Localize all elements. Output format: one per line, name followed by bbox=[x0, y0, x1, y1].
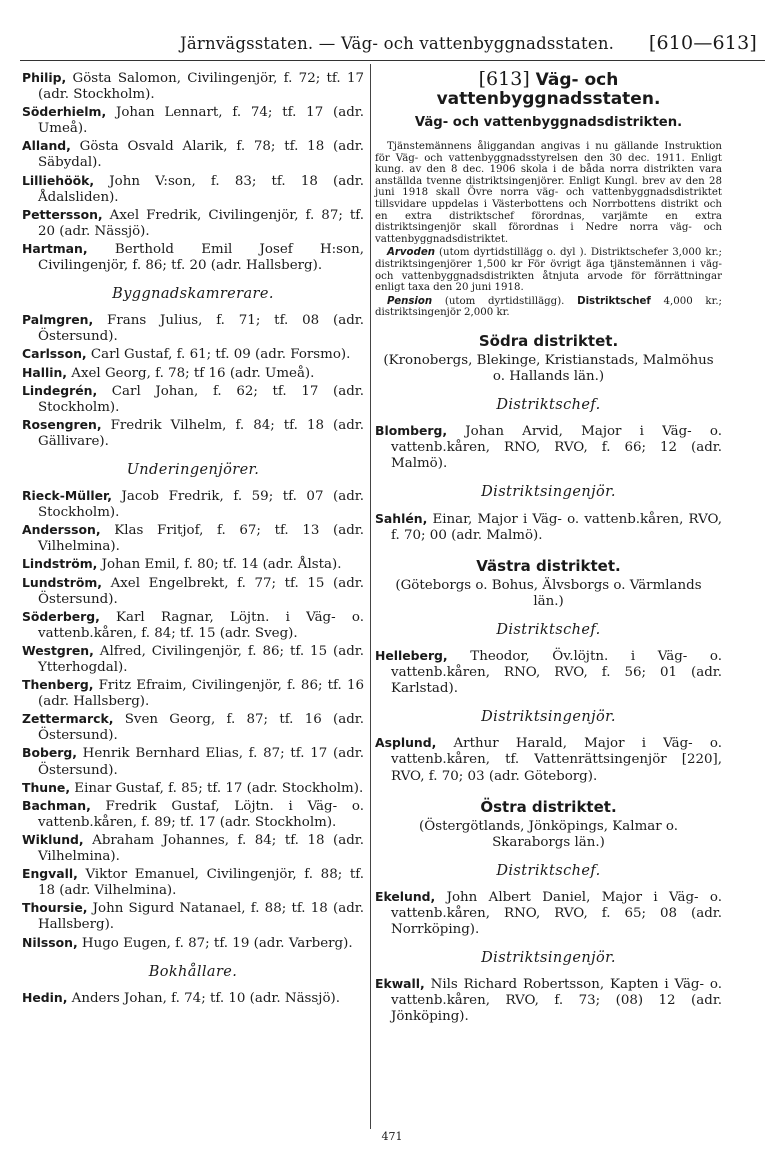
entry-name: Söderhielm, bbox=[22, 104, 107, 120]
entry-name: Andersson, bbox=[22, 522, 101, 538]
list-item bbox=[22, 832, 364, 865]
entry-name: Pettersson, bbox=[22, 206, 103, 222]
entry-text: John V:son, f. 83; tf. 18 (adr. Ådalsliden). bbox=[38, 173, 364, 205]
entry-text: Viktor Emanuel, Civilingenjör, f. 88; tf. 18 (adr. Vilhelmina). bbox=[38, 867, 364, 899]
entry-text: Einar, Major i Väg- o. vattenb.kåren, RVO, f. 70; 00 (adr. Malmö). bbox=[391, 511, 722, 543]
right-column bbox=[375, 70, 722, 1026]
running-head bbox=[20, 30, 765, 60]
column-divider bbox=[370, 64, 371, 1129]
list-item bbox=[22, 575, 364, 608]
entry-text: Karl Ragnar, Löjtn. i Väg- o. vattenb.kåren, f. 84; tf. 15 (adr. Sveg). bbox=[38, 609, 364, 641]
entry-text: Hugo Eugen, f. 87; tf. 19 (adr. Varberg). bbox=[77, 935, 353, 951]
entry-text: Henrik Bernhard Elias, f. 87; tf. 17 (adr. Östersund). bbox=[38, 746, 364, 778]
pension-rest: 4,000 kr.; distriktsingenjör 2,000 kr. bbox=[375, 295, 722, 319]
list-item bbox=[22, 677, 364, 710]
list-item bbox=[22, 383, 364, 416]
list-item bbox=[22, 312, 364, 345]
list-item bbox=[22, 207, 364, 240]
list-item bbox=[22, 417, 364, 450]
entry-name: Blomberg, bbox=[375, 423, 448, 439]
entry-ostra-ing bbox=[375, 976, 722, 1025]
entry-text: Fritz Efraim, Civilingenjör, f. 86; tf. 16 (adr. Hallsberg). bbox=[38, 678, 364, 710]
entry-text: Arthur Harald, Major i Väg- o. vattenb.kåren, tf. Vattenrättsingenjör [220], RVO, f. 70; 03 (adr. Göteborg). bbox=[391, 736, 722, 784]
list-item bbox=[22, 866, 364, 899]
pension-text: (utom dyrtidstillägg). bbox=[432, 295, 578, 307]
list-item bbox=[22, 346, 364, 363]
list-item bbox=[22, 522, 364, 555]
entry-name: Thenberg, bbox=[22, 677, 94, 693]
entry-name: Thune, bbox=[22, 779, 71, 795]
entry-name: Rosengren, bbox=[22, 416, 102, 432]
pension-bold: Distriktschef bbox=[577, 295, 651, 307]
arvoden-label: Arvoden bbox=[387, 247, 436, 259]
entry-name: Hallin, bbox=[22, 364, 68, 380]
entry-text: Carl Gustaf, f. 61; tf. 09 (adr. Forsmo). bbox=[86, 347, 351, 363]
district-title-ostra: Östra distriktet. bbox=[480, 797, 617, 816]
entry-ostra-chef bbox=[375, 889, 722, 938]
entry-name: Wiklund, bbox=[22, 831, 84, 847]
list-item bbox=[22, 711, 364, 744]
arvoden-text: (utom dyrtidstillägg o. dyl ). Distriktschefer 3,000 kr.; distriktsingenjörer 1,500 kr För övrigt äga tjänstemännen i väg- och vattenbyggnadsdistrikten åtnjuta arvode för förrättningar enligt taxa den 20 juni 1918. bbox=[375, 247, 722, 294]
entry-name: Engvall, bbox=[22, 866, 78, 882]
running-head-page-range: [610—613] bbox=[648, 32, 757, 54]
heading-ing-vastra: Distriktsingenjör. bbox=[481, 709, 616, 726]
entry-name: Palmgren, bbox=[22, 312, 94, 328]
heading-underingenjorer: Underingenjörer. bbox=[126, 461, 260, 478]
entry-name: Lindegrén, bbox=[22, 382, 98, 398]
entry-name: Philip, bbox=[22, 70, 67, 85]
entry-name: Hartman, bbox=[22, 240, 88, 256]
heading-chef-vastra: Distriktschef. bbox=[496, 621, 601, 638]
list-item bbox=[22, 609, 364, 642]
entry-text: Theodor, Öv.löjtn. i Väg- o. vattenb.kåren, RNO, RVO, f. 56; 01 (adr. Karlstad). bbox=[391, 648, 722, 697]
entry-name: Ekelund, bbox=[375, 888, 436, 904]
pension-label: Pension bbox=[387, 295, 433, 307]
entry-sodra-chef bbox=[375, 423, 722, 472]
entry-name: Ekwall, bbox=[375, 976, 425, 992]
heading-ing-sodra: Distriktsingenjör. bbox=[481, 484, 616, 501]
district-title-vastra: Västra distriktet. bbox=[476, 556, 621, 575]
entry-text: Anders Johan, f. 74; tf. 10 (adr. Nässjö). bbox=[67, 990, 340, 1006]
entry-text: John Sigurd Natanael, f. 88; tf. 18 (adr. Hallsberg). bbox=[38, 901, 364, 933]
heading-byggnadskamrerare: Byggnadskamrerare. bbox=[112, 286, 274, 303]
district-title-sodra: Södra distriktet. bbox=[478, 332, 619, 350]
left-column bbox=[22, 70, 364, 1008]
list-item bbox=[22, 643, 364, 676]
heading-ing-ostra: Distriktsingenjör. bbox=[481, 950, 616, 967]
entry-name: Carlsson, bbox=[22, 346, 87, 362]
entry-text: Klas Fritjof, f. 67; tf. 13 (adr. Vilhelmina). bbox=[38, 523, 364, 555]
list-item bbox=[22, 745, 364, 778]
entry-name: Zettermarck, bbox=[22, 711, 114, 727]
entry-vastra-chef bbox=[375, 648, 722, 697]
entry-text: Axel Fredrik, Civilingenjör, f. 87; tf. 20 (adr. Nässjö). bbox=[38, 207, 364, 239]
entry-text: Johan Lennart, f. 74; tf. 17 (adr. Umeå). bbox=[38, 105, 364, 137]
entry-text: Johan Arvid, Major i Väg- o. vattenb.kåren, RNO, RVO, f. 66; 12 (adr. Malmö). bbox=[391, 424, 722, 472]
header-rule bbox=[20, 60, 765, 61]
entry-sodra-ing bbox=[375, 511, 722, 544]
entry-name: Alland, bbox=[22, 138, 71, 154]
entry-text: Axel Engelbrekt, f. 77; tf. 15 (adr. Östersund). bbox=[38, 575, 364, 607]
section-number: [613] bbox=[478, 68, 530, 90]
entry-text: Gösta Salomon, Civilingenjör, f. 72; tf. 17 (adr. Stockholm). bbox=[38, 71, 364, 103]
entry-text: Johan Emil, f. 80; tf. 14 (adr. Ålsta). bbox=[97, 557, 342, 573]
entry-text: Fredrik Vilhelm, f. 84; tf. 18 (adr. Gällivare). bbox=[38, 417, 364, 449]
entry-text: Alfred, Civilingenjör, f. 86; tf. 15 (adr. Ytterhogdal). bbox=[38, 643, 364, 675]
district-sub-vastra: (Göteborgs o. Bohus, Älvsborgs o. Värmlands län.) bbox=[395, 577, 702, 609]
section-title: Väg- och vattenbyggnadsstaten. bbox=[436, 70, 661, 109]
entry-text: John Albert Daniel, Major i Väg- o. vattenb.kåren, RNO, RVO, f. 65; 08 (adr. Norrköping). bbox=[391, 889, 722, 937]
list-item bbox=[22, 798, 364, 831]
entry-text: Abraham Johannes, f. 84; tf. 18 (adr. Vilhelmina). bbox=[38, 832, 364, 865]
list-item bbox=[22, 935, 364, 952]
heading-bokhallare: Bokhållare. bbox=[148, 963, 238, 980]
entry-name: Bachman, bbox=[22, 797, 91, 813]
list-item bbox=[22, 173, 364, 206]
entry-name: Westgren, bbox=[22, 642, 94, 658]
entry-text: Sven Georg, f. 87; tf. 16 (adr. Östersund). bbox=[38, 712, 364, 744]
entry-name: Lundström, bbox=[22, 574, 102, 590]
entry-text: Axel Georg, f. 78; tf 16 (adr. Umeå). bbox=[67, 365, 315, 381]
list-item bbox=[22, 104, 364, 137]
heading-chef-ostra: Distriktschef. bbox=[496, 862, 601, 879]
section-subtitle: Väg- och vattenbyggnadsdistrikten. bbox=[414, 115, 683, 130]
instruction-paragraph: Tjänstemännens åliggandan angivas i nu gällande Instruktion för Väg- och vattenbyggnadsstyrelsen den 30 dec. 1911. Enligt kung. av den 8 dec. 1906 skola i de båda norra distrikten vara anställda tvenne distriktsingenjörer. Enligt Kungl. brev av den 28 juni 1918 skall Övre norra väg- och vattenbyggnadsdistriktet tillsvidare uppdelas i Västerbottens och Norrbottens distrikt och en extra distriktschef förordnas, varjämte en extra distriktsingenjör skall förordnas i Nedre norra väg- och vattenbyggnadsdistriktet. bbox=[375, 141, 722, 245]
district-sub-sodra: (Kronobergs, Blekinge, Kristianstads, Malmöhus o. Hallands län.) bbox=[383, 353, 714, 385]
entry-name: Lindström, bbox=[22, 556, 98, 572]
section-title-block bbox=[375, 70, 722, 109]
list-item bbox=[22, 241, 364, 274]
pension-paragraph bbox=[375, 296, 722, 319]
entry-name: Sahlén, bbox=[375, 510, 428, 526]
entry-text: Gösta Osvald Alarik, f. 78; tf. 18 (adr. Säbydal). bbox=[38, 139, 364, 171]
entry-vastra-ing bbox=[375, 735, 722, 784]
entry-text: Carl Johan, f. 62; tf. 17 (adr. Stockholm). bbox=[38, 383, 364, 415]
entry-name: Asplund, bbox=[375, 735, 437, 751]
list-item bbox=[22, 488, 364, 521]
entry-name: Söderberg, bbox=[22, 608, 100, 624]
entry-name: Boberg, bbox=[22, 745, 77, 761]
page-number: 471 bbox=[381, 1130, 403, 1143]
entry-text: Frans Julius, f. 71; tf. 08 (adr. Östersund). bbox=[38, 313, 364, 345]
list-item bbox=[22, 780, 364, 797]
entry-name: Rieck-Müller, bbox=[22, 488, 112, 504]
district-sub-ostra: (Östergötlands, Jönköpings, Kalmar o. Skaraborgs län.) bbox=[419, 818, 678, 850]
list-item bbox=[22, 900, 364, 933]
entry-text: Fredrik Gustaf, Löjtn. i Väg- o. vattenb.kåren, f. 89; tf. 17 (adr. Stockholm). bbox=[38, 798, 364, 830]
list-item bbox=[22, 365, 364, 382]
entry-name: Nilsson, bbox=[22, 934, 78, 950]
entry-text: Einar Gustaf, f. 85; tf. 17 (adr. Stockholm). bbox=[70, 780, 364, 796]
entry-name: Lilliehöök, bbox=[22, 172, 95, 188]
list-item bbox=[22, 70, 364, 103]
entry-text: Jacob Fredrik, f. 59; tf. 07 (adr. Stockholm). bbox=[38, 489, 364, 521]
entry-name: Thoursie, bbox=[22, 900, 88, 916]
list-item bbox=[22, 990, 364, 1007]
entry-text: Nils Richard Robertsson, Kapten i Väg- o. vattenb.kåren, RVO, f. 73; (08) 12 (adr. Jönköping). bbox=[391, 977, 722, 1025]
entry-text: Berthold Emil Josef H:son, Civilingenjör, f. 86; tf. 20 (adr. Hallsberg). bbox=[38, 241, 364, 274]
running-head-title: Järnvägsstaten. — Väg- och vattenbyggnadsstaten. bbox=[180, 34, 615, 53]
entry-name: Hedin, bbox=[22, 989, 68, 1005]
entry-name: Helleberg, bbox=[375, 647, 448, 663]
list-item bbox=[22, 138, 364, 171]
arvoden-paragraph bbox=[375, 247, 722, 293]
heading-chef-sodra: Distriktschef. bbox=[496, 397, 601, 414]
list-item bbox=[22, 556, 364, 573]
